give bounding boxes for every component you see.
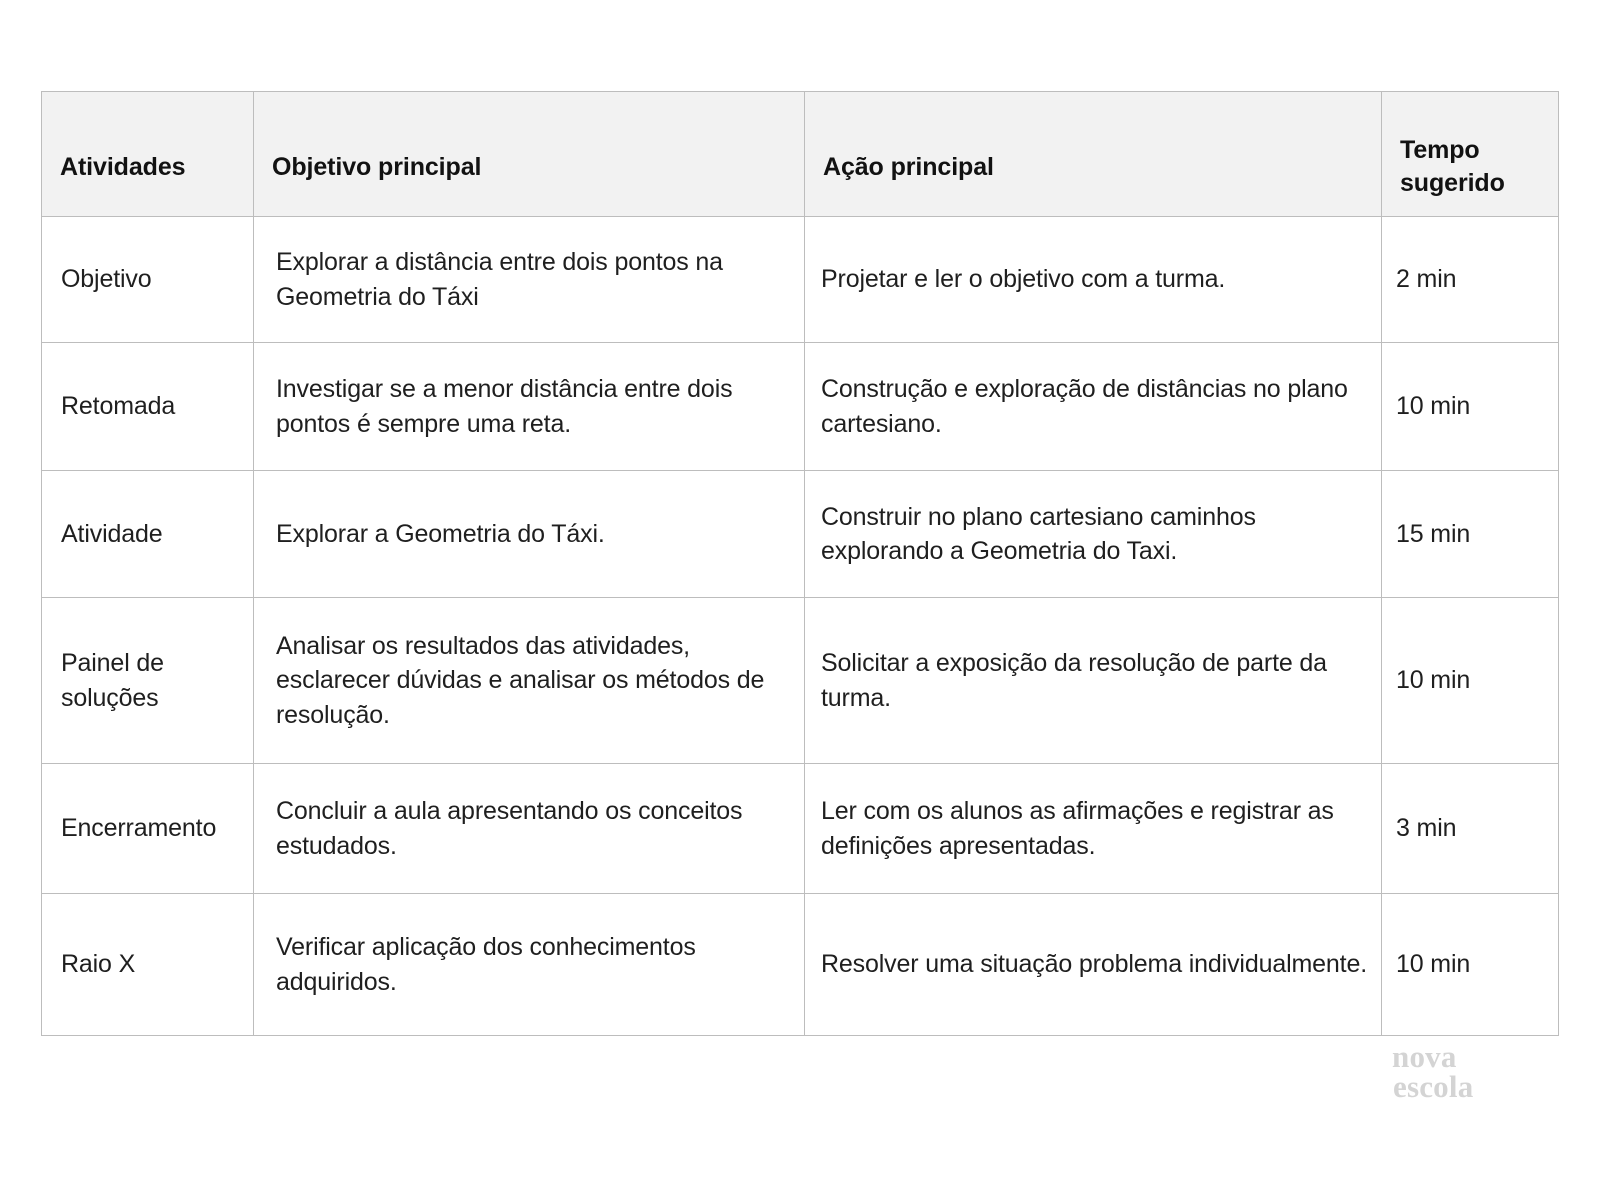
table-header <box>42 92 1559 217</box>
column-header-acao-principal-label: Ação principal <box>823 152 994 181</box>
table-row <box>42 217 1559 343</box>
column-header-objetivo-principal-label: Objetivo principal <box>272 152 482 181</box>
cell-tempo: 10 min <box>1382 894 1559 1036</box>
cell-acao: Construir no plano cartesiano caminhos explorando a Geometria do Taxi. <box>805 471 1382 598</box>
cell-objetivo: Analisar os resultados das atividades, esclarecer dúvidas e analisar os métodos de resolução. <box>254 598 805 764</box>
cell-tempo: 10 min <box>1382 343 1559 471</box>
table-row <box>42 471 1559 598</box>
table-row <box>42 894 1559 1036</box>
cell-tempo: 3 min <box>1382 764 1559 894</box>
cell-objetivo: Investigar se a menor distância entre dois pontos é sempre uma reta. <box>254 343 805 471</box>
table-header-row <box>42 92 1559 217</box>
logo-line-escola: escola <box>1393 1069 1474 1105</box>
column-header-objetivo-principal <box>254 92 805 217</box>
column-header-atividades-label: Atividades <box>60 152 186 181</box>
cell-objetivo: Concluir a aula apresentando os conceitos estudados. <box>254 764 805 894</box>
cell-tempo: 2 min <box>1382 217 1559 343</box>
cell-acao: Resolver uma situação problema individualmente. <box>805 894 1382 1036</box>
cell-atividade: Atividade <box>42 471 254 598</box>
column-header-acao-principal <box>805 92 1382 217</box>
cell-acao: Projetar e ler o objetivo com a turma. <box>805 217 1382 343</box>
table-row <box>42 764 1559 894</box>
lesson-plan-table-container <box>41 91 1558 1036</box>
logo-line-nova: nova <box>1392 1039 1457 1074</box>
cell-tempo: 10 min <box>1382 598 1559 764</box>
column-header-tempo-sugerido-label: Tempo sugerido <box>1400 136 1505 197</box>
cell-atividade: Retomada <box>42 343 254 471</box>
cell-objetivo: Explorar a Geometria do Táxi. <box>254 471 805 598</box>
table-row <box>42 343 1559 471</box>
table-row <box>42 598 1559 764</box>
cell-atividade: Painel de soluções <box>42 598 254 764</box>
lesson-plan-table <box>41 91 1559 1036</box>
cell-objetivo: Verificar aplicação dos conhecimentos adquiridos. <box>254 894 805 1036</box>
cell-acao: Ler com os alunos as afirmações e registrar as definições apresentadas. <box>805 764 1382 894</box>
cell-objetivo: Explorar a distância entre dois pontos na Geometria do Táxi <box>254 217 805 343</box>
cell-atividade: Raio X <box>42 894 254 1036</box>
nova-escola-logo <box>1392 1039 1522 1105</box>
cell-acao: Solicitar a exposição da resolução de parte da turma. <box>805 598 1382 764</box>
cell-acao: Construção e exploração de distâncias no plano cartesiano. <box>805 343 1382 471</box>
cell-atividade: Encerramento <box>42 764 254 894</box>
column-header-atividades <box>42 92 254 217</box>
cell-atividade: Objetivo <box>42 217 254 343</box>
column-header-tempo-sugerido <box>1382 92 1559 217</box>
table-body <box>42 217 1559 1036</box>
cell-tempo: 15 min <box>1382 471 1559 598</box>
